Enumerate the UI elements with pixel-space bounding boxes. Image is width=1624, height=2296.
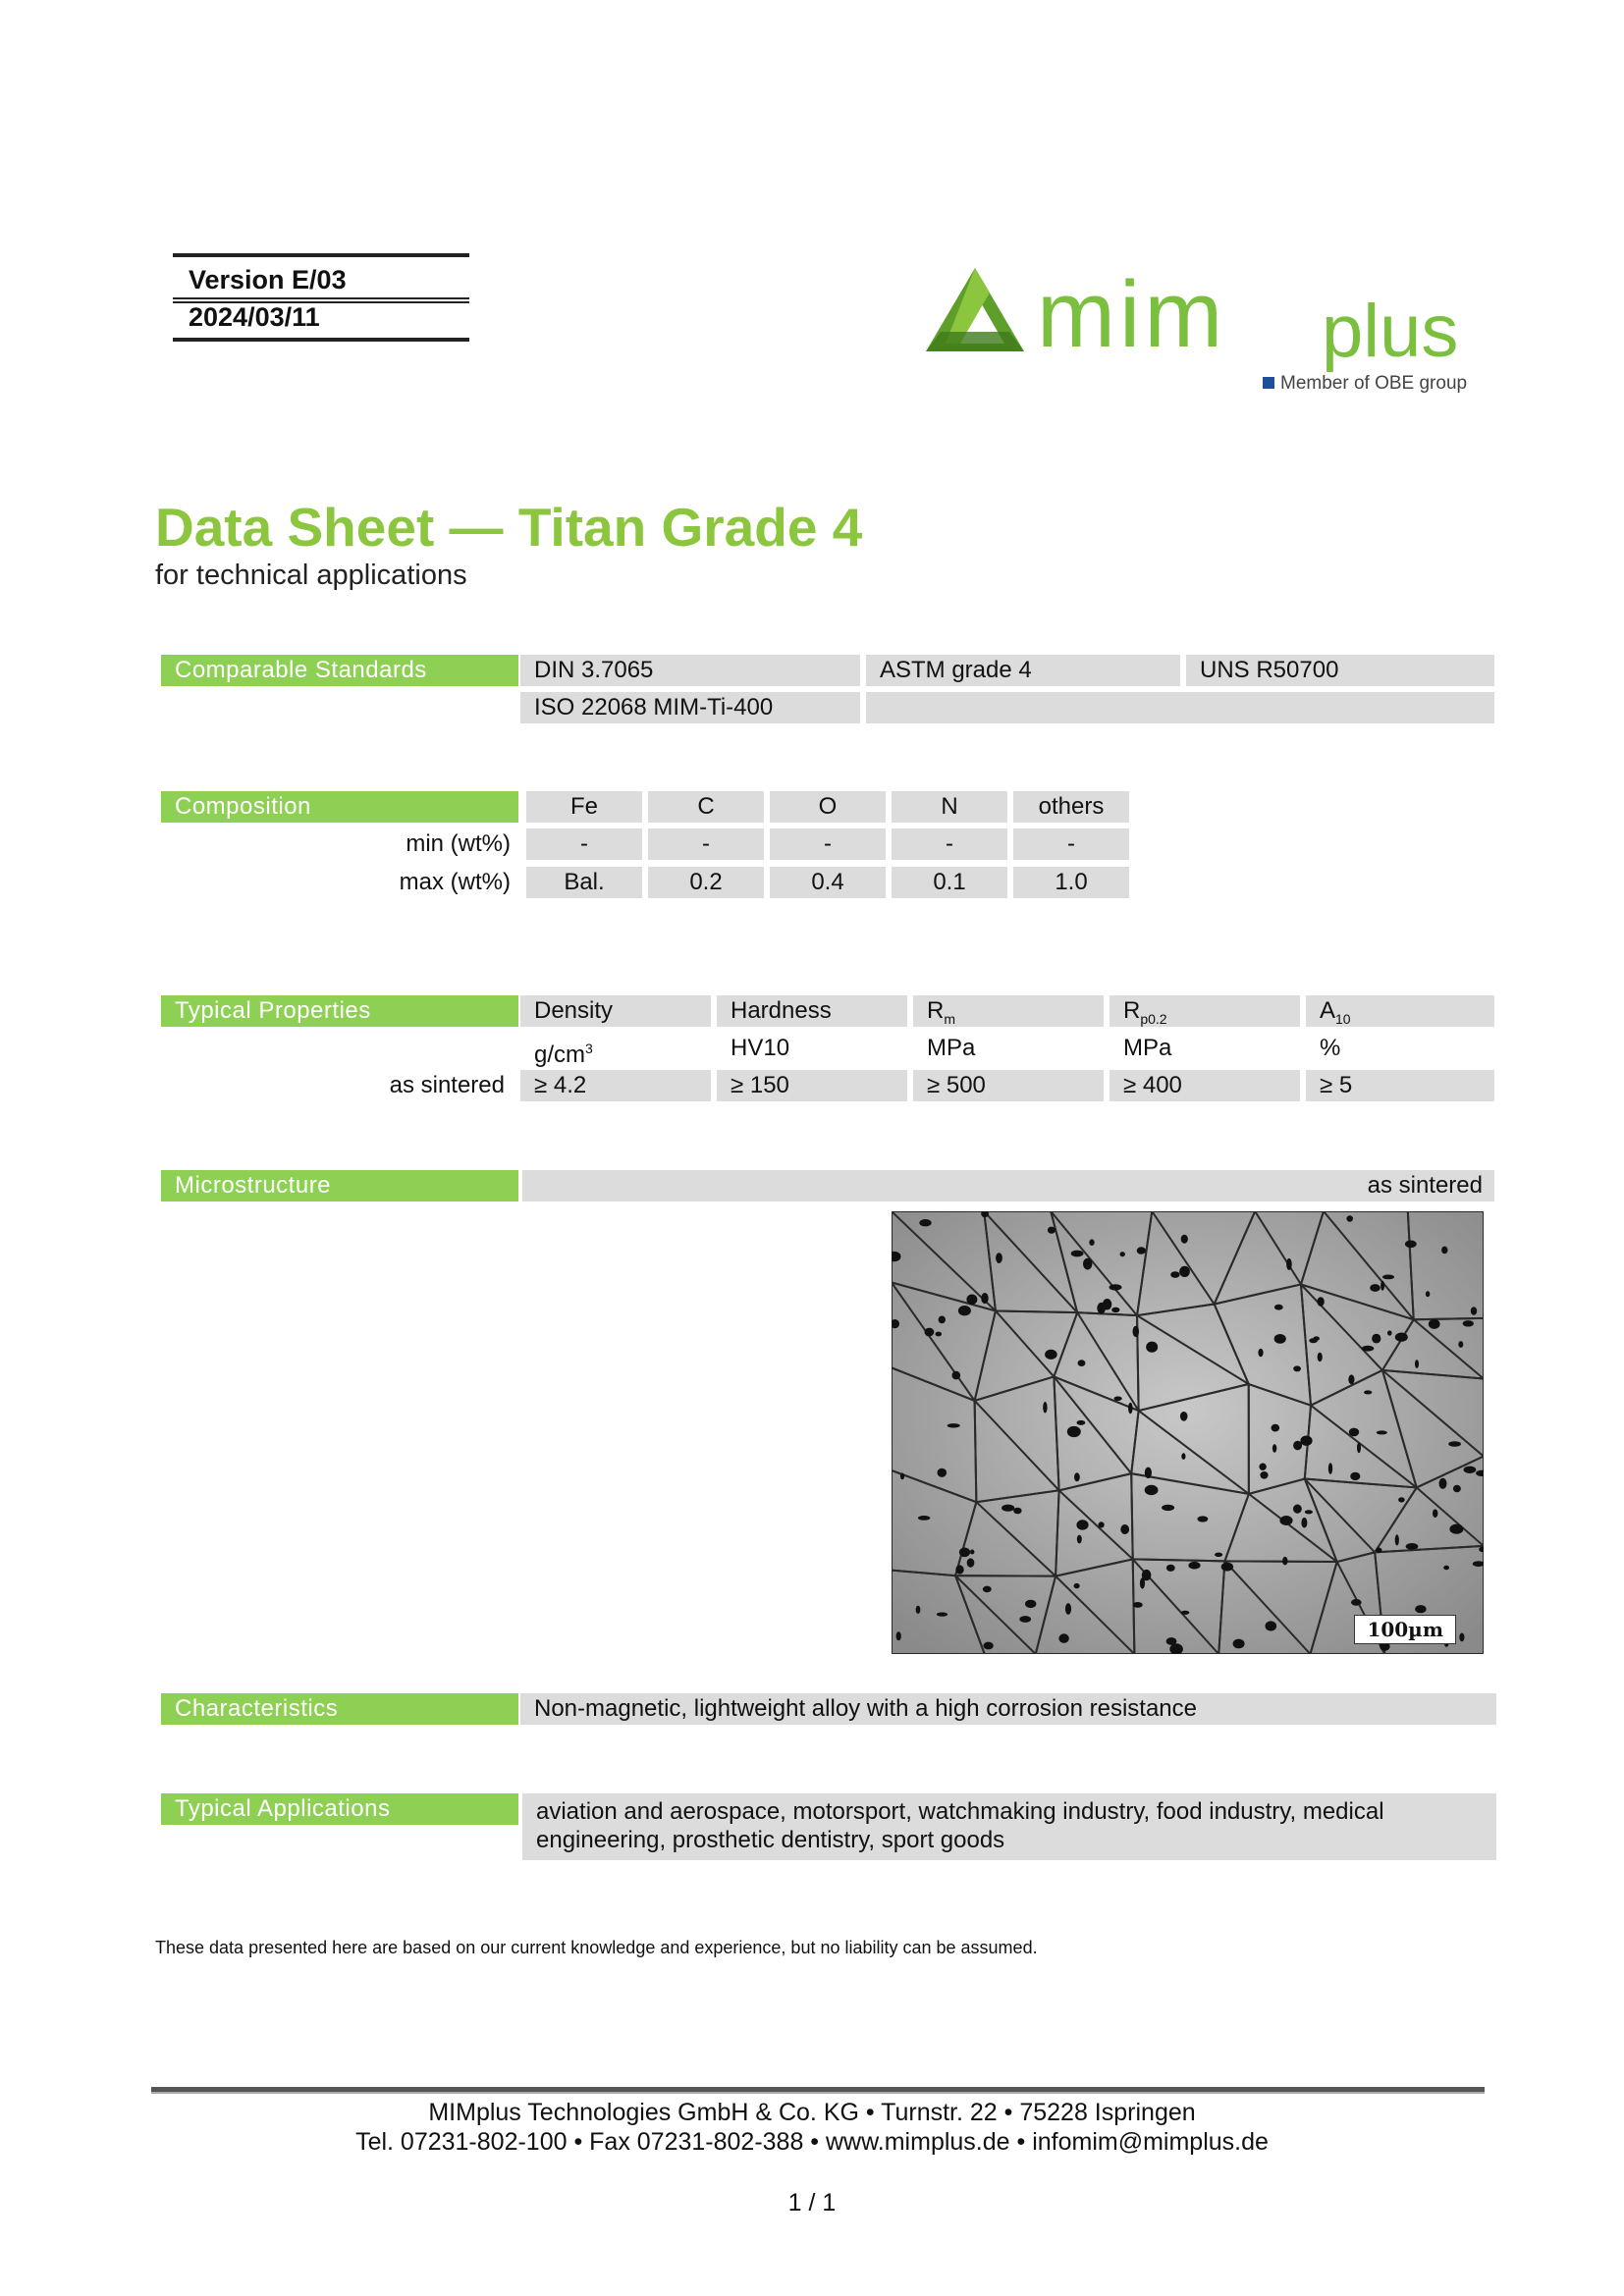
- comp-header-c: C: [648, 791, 764, 823]
- pore: [1058, 1633, 1068, 1643]
- footer-contact: Tel. 07231-802-100 • Fax 07231-802-388 • www.mimplus.de • infomim@mimplus.de: [355, 2128, 1269, 2156]
- pore: [1137, 1247, 1146, 1255]
- pore: [1065, 1603, 1071, 1615]
- pore: [1067, 1426, 1081, 1437]
- pore: [1395, 1333, 1408, 1342]
- pore: [1309, 1338, 1318, 1343]
- pore: [1415, 1360, 1419, 1368]
- pore: [1145, 1485, 1159, 1495]
- comp-header-fe: Fe: [526, 791, 642, 823]
- pore: [1076, 1520, 1088, 1529]
- microstructure-state: as sintered: [522, 1170, 1494, 1201]
- standard-din: DIN 3.7065: [520, 655, 860, 686]
- scale-bar: 100µm: [1354, 1615, 1456, 1644]
- page-number: 1 / 1: [787, 2189, 837, 2216]
- composition-label: Composition: [161, 791, 518, 823]
- pore: [1077, 1535, 1082, 1544]
- prop-unit-rm: MPa: [927, 1035, 976, 1061]
- microstructure-label: Microstructure: [161, 1170, 518, 1201]
- comp-max-others: 1.0: [1013, 867, 1129, 898]
- comp-min-label: min (wt%): [406, 830, 511, 857]
- pore: [1441, 1247, 1447, 1255]
- pore: [896, 1631, 901, 1640]
- pore: [1350, 1472, 1360, 1480]
- prop-unit-hardness: HV10: [731, 1035, 790, 1061]
- pore: [1071, 1251, 1084, 1257]
- properties-label: Typical Properties: [161, 995, 518, 1027]
- pore: [1415, 1605, 1426, 1613]
- comp-min-others: -: [1013, 828, 1129, 860]
- logo-triangle-icon: [921, 263, 1029, 361]
- comp-min-o: -: [770, 828, 886, 860]
- footer-address: MIMplus Technologies GmbH & Co. KG • Turnstr. 22 • 75228 Ispringen: [428, 2099, 1196, 2126]
- standard-iso: ISO 22068 MIM-Ti-400: [520, 692, 860, 723]
- pore: [1260, 1471, 1268, 1479]
- pore: [1274, 1305, 1283, 1310]
- pore: [1370, 1284, 1380, 1292]
- pore: [1198, 1516, 1209, 1522]
- pore: [958, 1306, 971, 1315]
- pore: [1317, 1297, 1324, 1307]
- pore: [1077, 1420, 1086, 1425]
- pore: [1426, 1291, 1430, 1297]
- pore: [981, 1293, 988, 1304]
- pore: [1274, 1334, 1286, 1344]
- pore: [939, 1316, 946, 1324]
- pore: [1181, 1235, 1188, 1244]
- pore: [1301, 1518, 1307, 1528]
- pore: [1089, 1239, 1094, 1246]
- pore: [1025, 1600, 1036, 1608]
- pore: [1318, 1353, 1323, 1362]
- comp-max-o: 0.4: [770, 867, 886, 898]
- pore: [1128, 1403, 1133, 1414]
- comp-header-n: N: [892, 791, 1007, 823]
- pore: [918, 1516, 930, 1521]
- prop-unit-density: $g/cm^3$: [534, 1041, 593, 1068]
- pore: [938, 1468, 947, 1477]
- pore: [1078, 1360, 1086, 1366]
- characteristics-text: Non-magnetic, lightweight alloy with a high corrosion resistance: [520, 1693, 1496, 1725]
- applications-text: [522, 1793, 1496, 1860]
- pore: [1376, 1548, 1381, 1553]
- prop-unit-a: %: [1320, 1035, 1341, 1061]
- pore: [1293, 1441, 1302, 1451]
- disclaimer: These data presented here are based on our current knowledge and experience, but no liability can be assumed.: [155, 1938, 1038, 1957]
- applications-label: Typical Applications: [161, 1793, 518, 1825]
- prop-value-density: ≥ 4.2: [520, 1070, 711, 1101]
- pore: [1181, 1453, 1185, 1460]
- pore: [1439, 1478, 1447, 1489]
- comp-max-n: 0.1: [892, 867, 1007, 898]
- footer-line-shadow: [151, 2092, 1485, 2094]
- micrograph-image: [892, 1211, 1484, 1654]
- version-box-mid-line: [173, 297, 469, 299]
- pore: [1233, 1639, 1245, 1649]
- pore: [1099, 1522, 1105, 1527]
- version-box-top-line: [173, 253, 469, 257]
- pore: [1043, 1402, 1047, 1414]
- pore: [1449, 1524, 1463, 1534]
- pore: [1279, 1516, 1292, 1525]
- pore: [1433, 1509, 1437, 1518]
- pore: [1372, 1334, 1380, 1344]
- pore: [1048, 1227, 1056, 1234]
- comp-max-label: max (wt%): [399, 869, 511, 895]
- pore: [925, 1328, 935, 1337]
- pore: [1259, 1464, 1266, 1470]
- page-subtitle: for technical applications: [155, 560, 467, 591]
- pore: [970, 1550, 974, 1555]
- pore: [916, 1606, 921, 1614]
- pore: [1293, 1365, 1301, 1371]
- pore: [1019, 1616, 1031, 1623]
- comp-header-o: O: [770, 791, 886, 823]
- pore: [1001, 1505, 1014, 1512]
- comp-min-c: -: [648, 828, 764, 860]
- pore: [1458, 1341, 1463, 1348]
- comp-max-fe: Bal.: [526, 867, 642, 898]
- pore: [1453, 1485, 1461, 1492]
- pore: [966, 1295, 977, 1306]
- pore: [1362, 1346, 1375, 1352]
- pore: [1429, 1319, 1440, 1329]
- pore: [1111, 1308, 1119, 1313]
- standards-label: Comparable Standards: [161, 655, 518, 686]
- pore: [1145, 1468, 1152, 1478]
- pore: [983, 1586, 992, 1593]
- pore: [983, 1642, 993, 1650]
- pore: [1377, 1430, 1387, 1434]
- prop-header-a: $A_{10}$: [1306, 995, 1494, 1027]
- pore: [1406, 1543, 1419, 1550]
- logo-member-text: Member of OBE group: [1280, 373, 1468, 394]
- pore: [1395, 1534, 1399, 1545]
- pore: [1293, 1505, 1302, 1514]
- pore: [959, 1548, 970, 1558]
- prop-header-density: Density: [520, 995, 711, 1027]
- pore: [1120, 1524, 1129, 1534]
- comp-min-n: -: [892, 828, 1007, 860]
- pore: [1140, 1577, 1145, 1588]
- version-label: Version E/03: [189, 265, 347, 294]
- pore: [1464, 1467, 1477, 1473]
- pore: [952, 1371, 961, 1380]
- pore: [1351, 1599, 1362, 1606]
- pore: [1305, 1510, 1313, 1514]
- pore: [1170, 1271, 1179, 1278]
- page-title: Data Sheet — Titan Grade 4: [155, 497, 863, 558]
- pore: [1074, 1472, 1080, 1481]
- standard-empty: [866, 692, 1494, 723]
- comp-max-c: 0.2: [648, 867, 764, 898]
- pore: [1045, 1350, 1057, 1360]
- pore: [1146, 1342, 1158, 1353]
- pore: [1364, 1390, 1372, 1394]
- pore: [1272, 1424, 1280, 1432]
- pore: [1328, 1463, 1332, 1474]
- prop-value-rp: ≥ 400: [1110, 1070, 1300, 1101]
- pore: [1300, 1436, 1312, 1446]
- date-label: 2024/03/11: [189, 302, 320, 332]
- prop-value-rm: ≥ 500: [913, 1070, 1104, 1101]
- logo-text: mim: [1037, 262, 1227, 367]
- applications-line-1: aviation and aerospace, motorsport, watchmaking industry, food industry, medical: [536, 1798, 1384, 1825]
- pore: [936, 1332, 943, 1337]
- pore: [947, 1423, 960, 1427]
- pore: [1133, 1326, 1140, 1337]
- pore: [1443, 1566, 1449, 1571]
- pore: [1346, 1215, 1353, 1221]
- standard-astm: ASTM grade 4: [866, 655, 1180, 686]
- pore: [1349, 1428, 1359, 1437]
- pore: [1166, 1565, 1175, 1572]
- pore: [1221, 1563, 1233, 1572]
- pore: [1387, 1330, 1392, 1335]
- prop-header-rm: $R_m$: [913, 995, 1104, 1027]
- pore: [1215, 1553, 1222, 1557]
- pore: [937, 1613, 947, 1617]
- pore: [1272, 1444, 1276, 1453]
- pore: [1180, 1412, 1188, 1421]
- pore: [1380, 1281, 1384, 1291]
- pore: [1181, 1611, 1190, 1615]
- pore: [1348, 1374, 1354, 1384]
- pore: [1110, 1284, 1122, 1290]
- pore: [1463, 1320, 1474, 1326]
- pore: [1114, 1397, 1122, 1402]
- version-box-bottom-line: [173, 338, 469, 342]
- prop-unit-rp: MPa: [1123, 1035, 1172, 1061]
- pore: [1471, 1307, 1477, 1315]
- pore: [1266, 1621, 1277, 1630]
- pore: [1398, 1497, 1405, 1502]
- pore: [1448, 1441, 1461, 1447]
- pore: [1357, 1442, 1361, 1453]
- comp-min-fe: -: [526, 828, 642, 860]
- micrograph-svg: [892, 1211, 1484, 1654]
- obe-square-icon: [1263, 377, 1274, 389]
- pore: [1282, 1557, 1287, 1566]
- prop-value-a: ≥ 5: [1306, 1070, 1494, 1101]
- pore: [1382, 1275, 1394, 1280]
- pore: [919, 1219, 931, 1226]
- applications-line-2: engineering, prosthetic dentistry, sport goods: [536, 1827, 1005, 1853]
- logo-plus: plus: [1322, 290, 1459, 373]
- prop-header-hardness: Hardness: [717, 995, 907, 1027]
- pore: [1188, 1562, 1200, 1570]
- prop-value-hardness: ≥ 150: [717, 1070, 907, 1101]
- pore: [1083, 1258, 1092, 1270]
- comp-header-others: others: [1013, 791, 1129, 823]
- pore: [967, 1558, 975, 1567]
- pore: [1120, 1252, 1125, 1256]
- pore: [996, 1253, 1002, 1263]
- pore: [1405, 1241, 1417, 1249]
- prop-header-rp: $R_{p0.2}$: [1110, 995, 1300, 1027]
- pore: [1103, 1299, 1111, 1309]
- pore: [1013, 1508, 1021, 1515]
- pore: [1162, 1505, 1174, 1511]
- company-logo: [911, 253, 1500, 400]
- pore: [1179, 1266, 1190, 1277]
- pore: [1133, 1602, 1143, 1608]
- standard-uns: UNS R50700: [1186, 655, 1494, 686]
- pore: [955, 1565, 963, 1574]
- pore: [900, 1473, 904, 1480]
- prop-row-label: as sintered: [389, 1072, 505, 1098]
- pore: [1074, 1583, 1080, 1588]
- pore: [1459, 1633, 1464, 1642]
- characteristics-label: Characteristics: [161, 1693, 518, 1725]
- pore: [1286, 1258, 1292, 1270]
- pore: [1258, 1349, 1263, 1358]
